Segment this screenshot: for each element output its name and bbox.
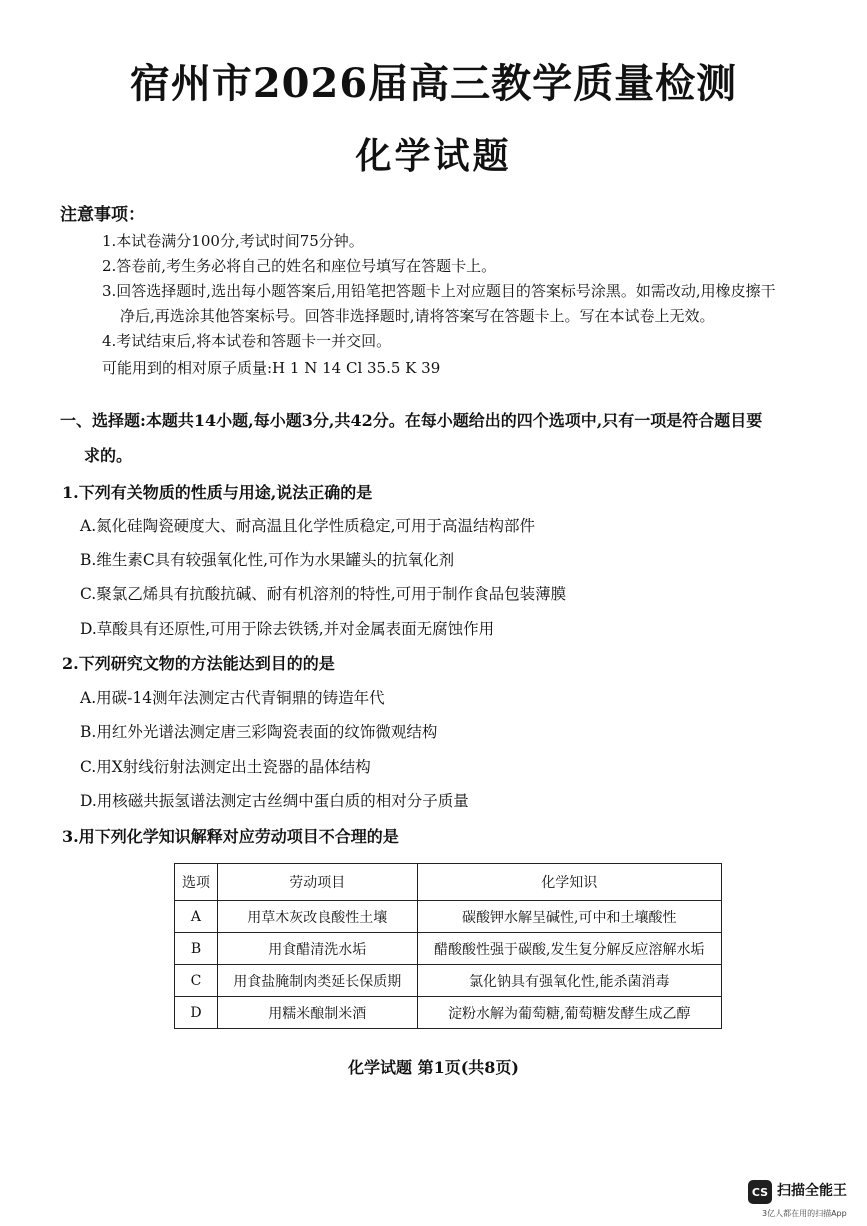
- table-row: [175, 997, 722, 1029]
- table-row: [175, 965, 722, 997]
- table-cell-option: B: [175, 933, 218, 965]
- question-2-option-c: C.用X射线衍射法测定出土瓷器的晶体结构: [80, 758, 371, 776]
- table-row: [175, 933, 722, 965]
- section-heading-cont: 求的。: [84, 446, 133, 465]
- table-cell-option: A: [175, 901, 218, 933]
- table-cell-option: D: [175, 997, 218, 1029]
- table-header-option: 选项: [175, 864, 218, 901]
- table-cell-project: 用草木灰改良酸性土壤: [217, 901, 417, 933]
- page-footer: 化学试题 第1页(共8页): [348, 1058, 519, 1077]
- question-1-option-a: A.氮化硅陶瓷硬度大、耐高温且化学性质稳定,可用于高温结构部件: [80, 517, 536, 535]
- question-1-option-d: D.草酸具有还原性,可用于除去铁锈,并对金属表面无腐蚀作用: [80, 620, 495, 638]
- table-cell-project: 用食醋清洗水垢: [217, 933, 417, 965]
- table-header-labor-project: 劳动项目: [217, 864, 417, 901]
- table-cell-knowledge: 碳酸钾水解呈碱性,可中和土壤酸性: [417, 901, 721, 933]
- table-row: [175, 901, 722, 933]
- notice-item-4: 4.考试结束后,将本试卷和答题卡一并交回。: [102, 332, 392, 350]
- question-1-option-c: C.聚氯乙烯具有抗酸抗碱、耐有机溶剂的特性,可用于制作食品包装薄膜: [80, 585, 567, 603]
- table-cell-knowledge: 淀粉水解为葡萄糖,葡萄糖发酵生成乙醇: [417, 997, 721, 1029]
- table-cell-project: 用糯米酿制米酒: [217, 997, 417, 1029]
- question-2-option-d: D.用核磁共振氢谱法测定古丝绸中蛋白质的相对分子质量: [80, 792, 469, 810]
- notice-heading: 注意事项：: [60, 205, 145, 225]
- table-cell-knowledge: 醋酸酸性强于碳酸,发生复分解反应溶解水垢: [417, 933, 721, 965]
- question-3-stem: 3.用下列化学知识解释对应劳动项目不合理的是: [62, 827, 399, 846]
- notice-item-3: 3.回答选择题时,选出每小题答案后,用铅笔把答题卡上对应题目的答案标号涂黑。如需改动,用橡皮擦干: [102, 282, 776, 300]
- section-heading: 一、选择题:本题共14小题,每小题3分,共42分。在每小题给出的四个选项中,只有一项是符合题目要: [60, 411, 763, 430]
- question-3-table: [174, 863, 722, 1029]
- atomic-masses: 可能用到的相对原子质量:H 1 N 14 Cl 35.5 K 39: [102, 359, 441, 377]
- table-cell-option: C: [175, 965, 218, 997]
- question-2-stem: 2.下列研究文物的方法能达到目的的是: [62, 654, 335, 673]
- watermark-tagline: 3亿人都在用的扫描App: [762, 1209, 847, 1218]
- question-1-stem: 1.下列有关物质的性质与用途,说法正确的是: [62, 483, 373, 502]
- table-header-row: [175, 864, 722, 901]
- exam-title: 宿州市2026届高三教学质量检测: [129, 60, 738, 107]
- question-1-option-b: B.维生素C具有较强氧化性,可作为水果罐头的抗氧化剂: [80, 551, 455, 569]
- table-cell-knowledge: 氯化钠具有强氧化性,能杀菌消毒: [417, 965, 721, 997]
- table-header-chem-knowledge: 化学知识: [417, 864, 721, 901]
- table-cell-project: 用食盐腌制肉类延长保质期: [217, 965, 417, 997]
- question-2-option-a: A.用碳-14测年法测定古代青铜鼎的铸造年代: [80, 689, 385, 707]
- question-2-option-b: B.用红外光谱法测定唐三彩陶瓷表面的纹饰微观结构: [80, 723, 438, 741]
- notice-item-3-cont: 净后,再选涂其他答案标号。回答非选择题时,请将答案写在答题卡上。写在本试卷上无效。: [120, 307, 715, 325]
- camscanner-logo-icon: CS: [748, 1180, 772, 1204]
- notice-item-1: 1.本试卷满分100分,考试时间75分钟。: [102, 232, 364, 250]
- notice-item-2: 2.答卷前,考生务必将自己的姓名和座位号填写在答题卡上。: [102, 257, 497, 275]
- watermark-app-name: 扫描全能王: [777, 1183, 847, 1199]
- exam-subject: 化学试题: [355, 135, 512, 177]
